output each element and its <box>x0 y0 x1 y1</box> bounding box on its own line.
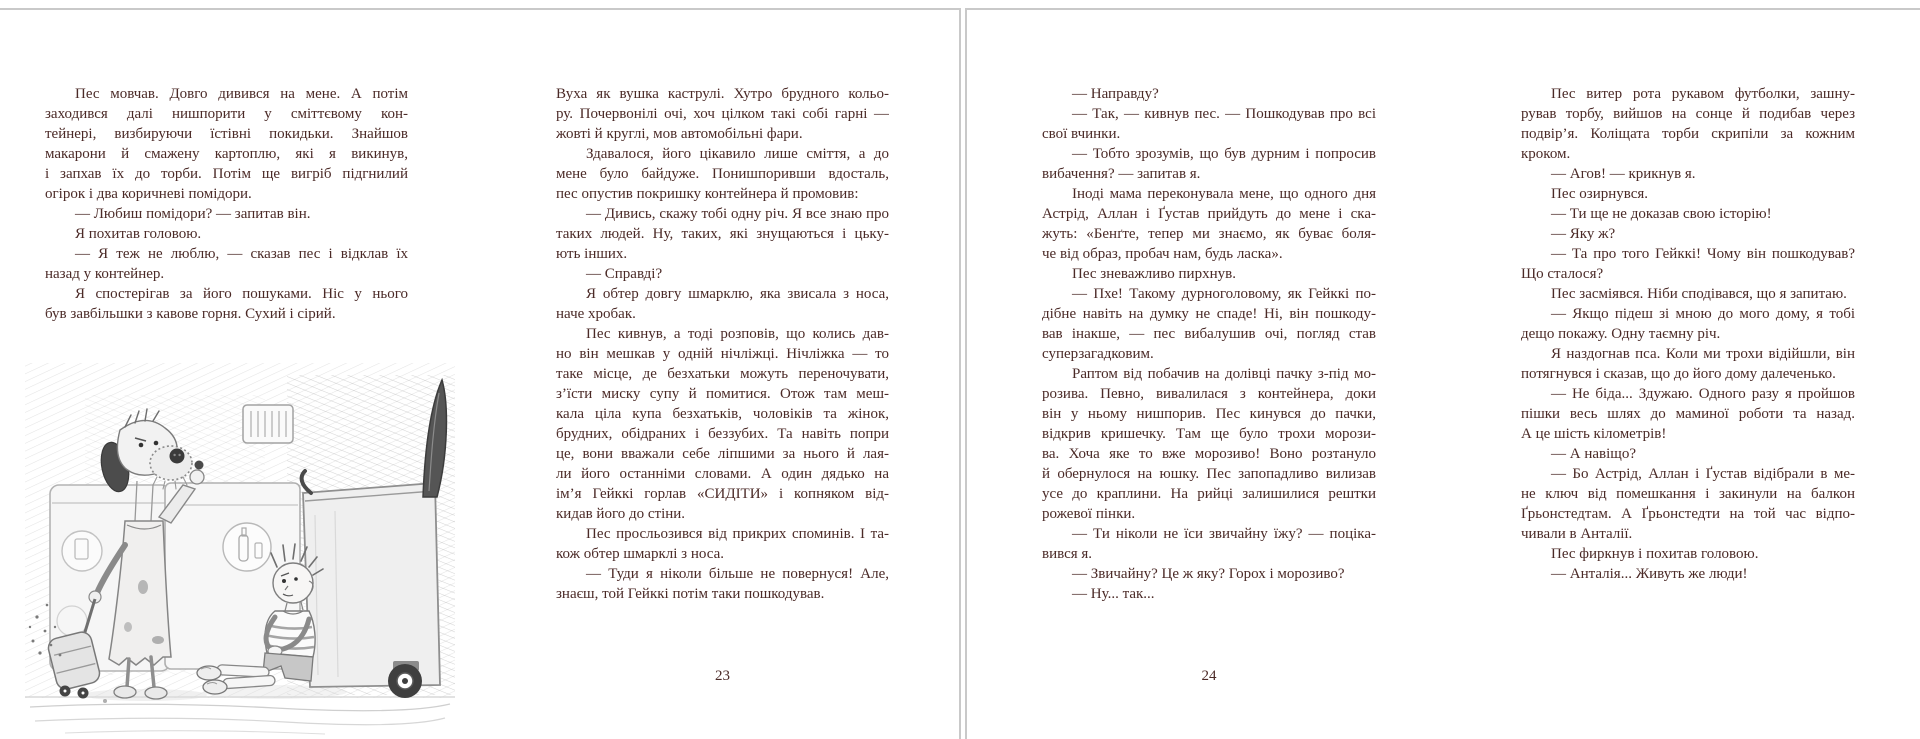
text-line: кроком. <box>1521 146 1571 162</box>
text-line: вився я. <box>1042 546 1093 562</box>
paragraph <box>1521 204 1855 224</box>
text-line: Пес мовчав. Довго дивився на мене. А потім <box>75 86 408 102</box>
page-number-right: 24 <box>1201 668 1217 684</box>
text-line: Я наздогнав пса. Коли ми трохи відійшли, він <box>1551 346 1855 362</box>
text-line: — Та про того Гейккі! Чому він пошкодував? <box>1551 246 1855 262</box>
text-line: Здавалося, його цікавило лише сміття, а до <box>586 146 889 162</box>
text-line: й обернулося на юшку. Пес запопадливо вилизав <box>1042 466 1376 482</box>
text-line: — Якщо підеш зі мною до мого дому, я тобі <box>1551 306 1855 322</box>
text-line: ру. Почервонілі очі, хоч цілком такі собі гарні — <box>556 106 889 122</box>
text-column-page-25 <box>1521 84 1855 584</box>
dog-nose <box>170 449 185 464</box>
text-line: кидав його до стіни. <box>556 506 686 522</box>
text-line: — Звичайну? Це ж яку? Горох і морозиво? <box>1072 566 1345 582</box>
text-line: Астрід, Аллан і Ґустав прийдуть до мене і ска- <box>1042 206 1376 222</box>
text-line: дещо покажу. Одну таємну річ. <box>1521 326 1721 342</box>
text-line: наче хробак. <box>556 306 636 322</box>
paragraph <box>556 204 889 264</box>
paragraph <box>556 564 889 604</box>
text-line: мене було байдуже. Понишпоривши вдосталь, <box>556 166 889 182</box>
text-line: Вуха як вушка каструлі. Хутро брудного кольо- <box>556 86 889 102</box>
text-line: Пес кивнув, а тоді розповів, що колись дав- <box>586 326 889 342</box>
paragraph <box>1521 304 1855 344</box>
text-line: і запхав їх до торби. Потім ще вигріб підгнилий <box>45 166 408 182</box>
text-line: че від образ, пробач нам, будь ласка». <box>1042 246 1283 262</box>
text-line: — Любиш помідори? — запитав він. <box>75 206 311 222</box>
dog-shoe <box>145 687 167 699</box>
text-line: — Ти ще не доказав свою історію! <box>1551 206 1772 222</box>
paragraph <box>556 524 889 564</box>
paragraph <box>1042 524 1376 564</box>
text-line: Пес просльозився від прикрих споминів. І та- <box>586 526 889 542</box>
text-line: брудних, обідраних і беззубих. Та навіть попри <box>556 426 889 442</box>
vent-grate <box>243 405 293 443</box>
paragraph <box>1521 444 1855 464</box>
text-line: ім’я Гейккі горлав «СИДІТИ» і копняком від- <box>556 486 889 502</box>
text-line: кала ціла купа безхатьків, чоловіків та жінок, <box>556 406 889 422</box>
text-line: — А навіщо? <box>1551 446 1636 462</box>
text-line: заходився далі нишпорити у сміттєвому кон- <box>45 106 408 122</box>
text-line: — Направду? <box>1072 86 1159 102</box>
text-line: відкрив кришечку. Там ще було трохи морози- <box>1042 426 1376 442</box>
text-line: ють інших. <box>556 246 628 262</box>
text-line: не ключ від помешкання і закинули на балкон <box>1521 486 1855 502</box>
paragraph <box>1042 84 1376 104</box>
text-line: макарони й смажену картоплю, які я викинув, <box>45 146 408 162</box>
text-line: з’їсти миску супу й помитися. Отож там меш- <box>556 386 889 402</box>
text-line: жовті й круглі, мов автомобільні фари. <box>556 126 803 142</box>
text-line: знаєш, той Гейккі потім таки пошкодував. <box>556 586 825 602</box>
text-line: но він мешкав у одній нічліжці. Нічліжка — то <box>556 346 889 362</box>
paragraph <box>556 144 889 204</box>
text-line: він у ньому нишпорив. Пес кинувся до пачки, <box>1042 406 1376 422</box>
text-line: — Справді? <box>586 266 663 282</box>
paragraph <box>1042 104 1376 144</box>
text-line: — Ти ніколи не їси звичайну їжу? — поціка- <box>1072 526 1376 542</box>
boy-shoe <box>203 680 227 694</box>
text-line: Пес зневажливо пирхнув. <box>1072 266 1236 282</box>
paragraph <box>45 84 408 204</box>
text-line: таких людей. Ну, таких, які знущаються і цьку- <box>556 226 889 242</box>
text-line: Що сталося? <box>1521 266 1604 282</box>
boy-leg <box>217 665 269 678</box>
text-line: Пес витер рота рукавом футболки, зашну- <box>1551 86 1855 102</box>
text-line: Пес озирнувся. <box>1551 186 1649 202</box>
text-line: Я похитав головою. <box>75 226 202 242</box>
paragraph <box>556 84 889 144</box>
dog-muzzle <box>150 446 192 480</box>
text-line: розива. Певно, вивалилася з контейнера, доки <box>1042 386 1376 402</box>
illustration-dog-and-boy <box>25 335 455 739</box>
paragraph <box>1521 544 1855 564</box>
text-line: рожевої пінки. <box>1042 506 1136 522</box>
text-line: Ґрьонстедтам. А Ґрьонстедти на той час відпо- <box>1521 506 1855 522</box>
page-number-left: 23 <box>715 668 730 684</box>
text-line: жуть: «Бенґте, тепер ми знаємо, як буває боля- <box>1042 226 1376 242</box>
text-line: потягнувся і сказав, що до його дому далеченько. <box>1521 366 1836 382</box>
text-line: це, вони вважали себе ліпшими за нього й лая- <box>556 446 889 462</box>
paragraph <box>1521 84 1855 164</box>
text-line: Я обтер довгу шмарклю, яка звисала з носа, <box>586 286 889 302</box>
text-line: — Так, — кивнув пес. — Пошкодував про всі <box>1072 106 1376 122</box>
paragraph <box>1042 264 1376 284</box>
paragraph <box>45 284 408 324</box>
paragraph <box>1521 224 1855 244</box>
text-column-page-23 <box>556 84 889 604</box>
held-morsel <box>195 461 204 470</box>
text-line: огірок і два коричневі помідори. <box>45 186 252 202</box>
paragraph <box>45 224 408 244</box>
text-line: пес опустив покришку контейнера й промовив: <box>556 186 859 202</box>
paragraph <box>1521 384 1855 444</box>
text-line: Раптом від побачив на долівці пачку з-під мо- <box>1072 366 1376 382</box>
paragraph <box>556 264 889 284</box>
text-line: Іноді мама переконувала мене, що одного дня <box>1072 186 1376 202</box>
text-line: кож обтер шмарклі з носа. <box>556 546 724 562</box>
text-line: Пес засміявся. Ніби сподівався, що я запитаю. <box>1551 286 1847 302</box>
text-line: — Тобто зрозумів, що був дурним і попросив <box>1072 146 1376 162</box>
text-line: Пес фиркнув і похитав головою. <box>1551 546 1759 562</box>
paragraph <box>1042 144 1376 184</box>
text-line: рував торбу, вийшов на сонце й подибав через <box>1521 106 1855 122</box>
text-line: — Я теж не люблю, — сказав пес і відклав їх <box>75 246 408 262</box>
text-column-page-22 <box>45 84 408 324</box>
text-line: ли його останніми словами. А один дядько на <box>556 466 889 482</box>
dog-shoe <box>114 686 136 698</box>
text-line: — Туди я ніколи більше не повернуся! Але, <box>586 566 889 582</box>
boy-head <box>273 563 313 603</box>
text-line: — Агов! — крикнув я. <box>1551 166 1696 182</box>
text-line: — Не біда... Здужаю. Одного разу я пройшов <box>1551 386 1855 402</box>
paragraph <box>1521 284 1855 304</box>
text-line: вибачення? — запитав я. <box>1042 166 1201 182</box>
text-line: чивали в Анталії. <box>1521 526 1633 542</box>
text-line: ва. Хоча яке то вже морозиво! Воно розтануло <box>1042 446 1376 462</box>
text-line: — Ну... так... <box>1072 586 1155 602</box>
paragraph <box>556 324 889 524</box>
text-line: — Дивись, скажу тобі одну річ. Я все знаю про <box>586 206 889 222</box>
paragraph <box>1521 344 1855 384</box>
text-line: дібне навіть на думку не спаде! Ні, він пошкоду- <box>1042 306 1376 322</box>
text-line: тейнері, визбируючи їстівні покидьки. Знайшов <box>45 126 408 142</box>
paragraph <box>556 284 889 324</box>
paragraph <box>1042 364 1376 524</box>
paragraph <box>1042 284 1376 364</box>
paragraph <box>1042 584 1376 604</box>
text-line: усе до краплини. На рийці залишилися рештки <box>1042 486 1376 502</box>
paragraph <box>45 204 408 224</box>
paragraph <box>1521 164 1855 184</box>
paragraph <box>1521 464 1855 544</box>
text-column-page-24 <box>1042 84 1376 604</box>
text-line: А це шість кілометрів! <box>1521 426 1667 442</box>
pencil-sketch-illustration <box>25 335 455 739</box>
text-line: назад у контейнер. <box>45 266 165 282</box>
text-line: свої вчинки. <box>1042 126 1121 142</box>
paragraph <box>1521 184 1855 204</box>
text-line: подвір’я. Коліщата торби скрипіли за кожним <box>1521 126 1855 142</box>
paragraph <box>45 244 408 284</box>
text-line: суперзагадковим. <box>1042 346 1154 362</box>
text-line: пішки весь шлях до маминої роботи та назад. <box>1521 406 1855 422</box>
text-line: — Анталія... Живуть же люди! <box>1551 566 1748 582</box>
paragraph <box>1042 184 1376 264</box>
text-line: Я спостерігав за його пошуками. Ніс у нього <box>75 286 408 302</box>
paragraph <box>1521 244 1855 284</box>
text-line: таке місце, де безхатьки можуть переночувати, <box>556 366 889 382</box>
text-line: вав інакше, — пес вибалушив очі, погляд став <box>1042 326 1376 342</box>
paragraph <box>1521 564 1855 584</box>
text-line: був завбільшки з кавове горня. Сухий і сірий. <box>45 306 336 322</box>
dog-paw <box>190 470 204 484</box>
text-line: — Пхе! Такому дурноголовому, як Гейккі по- <box>1072 286 1376 302</box>
paragraph <box>1042 564 1376 584</box>
text-line: — Бо Астрід, Аллан і Ґустав відібрали в ме- <box>1551 466 1855 482</box>
text-line: — Яку ж? <box>1551 226 1616 242</box>
